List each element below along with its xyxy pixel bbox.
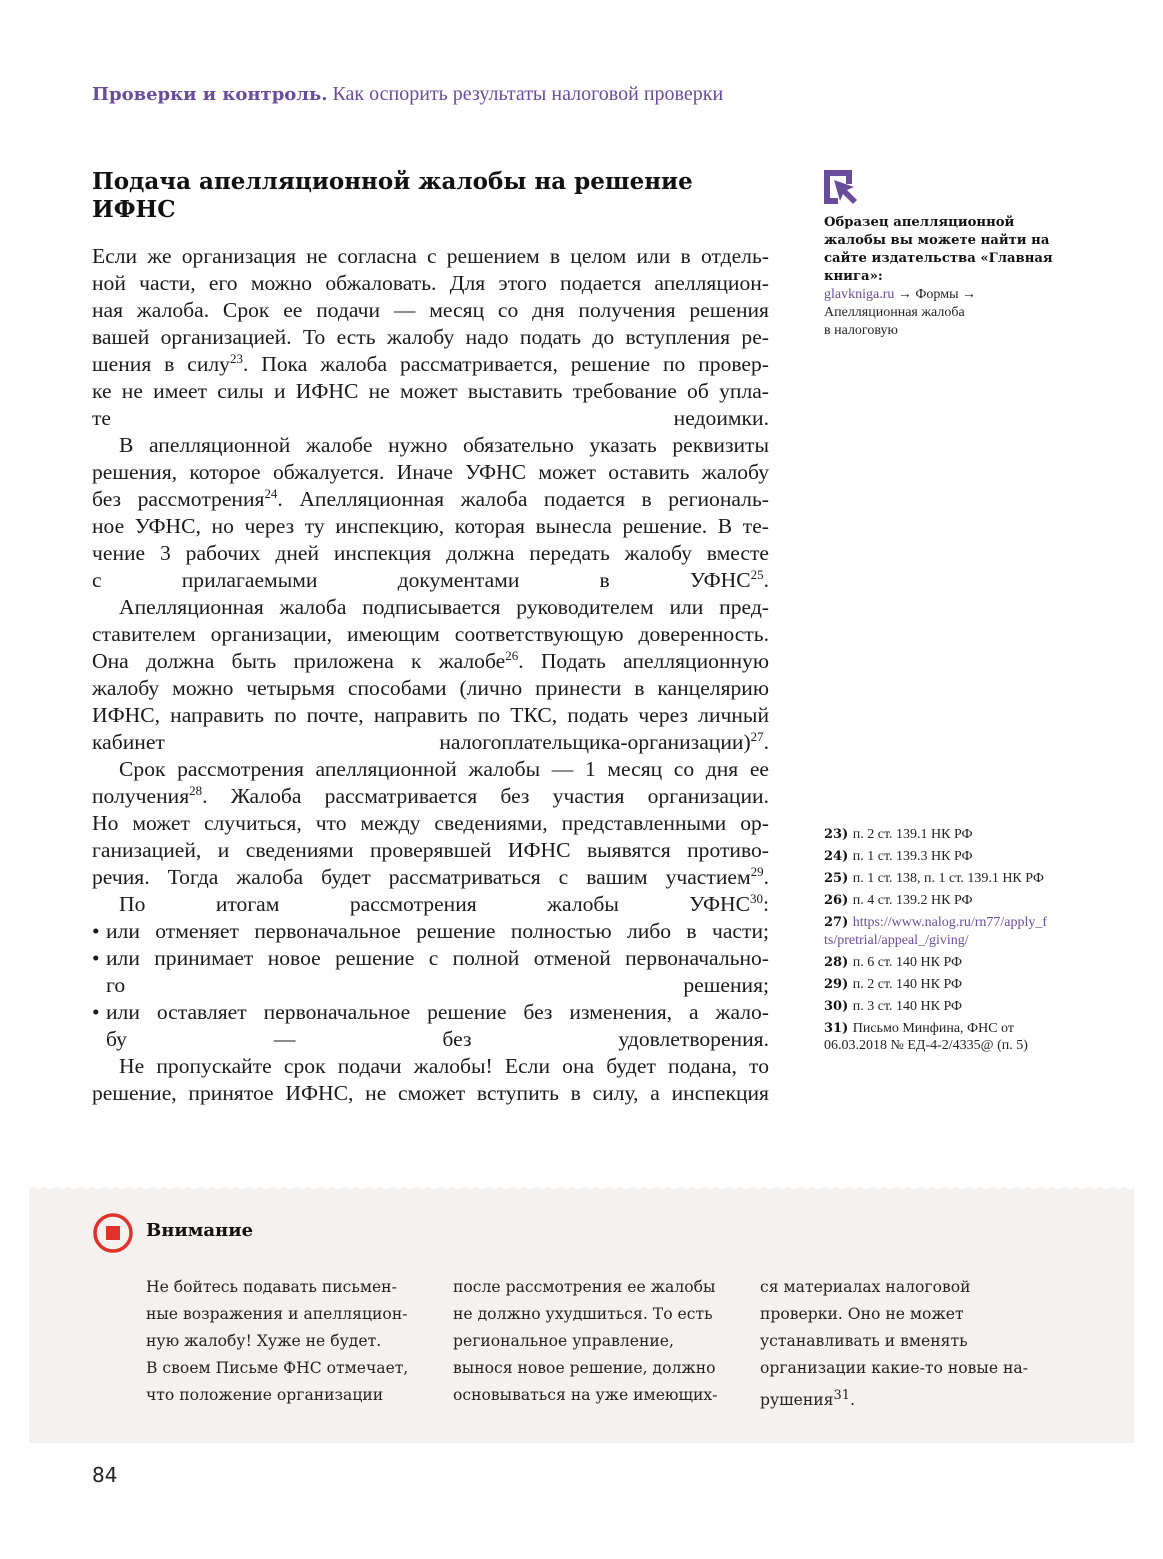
footnote-number: 29) — [824, 976, 853, 992]
footnote-text: п. 1 ст. 138, п. 1 ст. 139.1 НК РФ — [852, 871, 1044, 886]
callout-title: Внимание — [146, 1220, 254, 1241]
body-line: получения$^{28}$. Жалоба рассматривается без участия организации. — [92, 782, 769, 808]
body-line: без рассмотрения$^{24}$. Апелляционная жалоба подается в региональ- — [92, 485, 769, 511]
page-number: 84 — [92, 1463, 118, 1487]
callout-line: ную жалобу! Хуже не будет. — [146, 1332, 382, 1350]
body-line: По итогам рассмотрения жалобы УФНС$^{30}$: — [119, 890, 769, 916]
footnote-text: п. 2 ст. 139.1 НК РФ — [852, 827, 973, 842]
footnote-item — [824, 848, 1049, 866]
attention-stop-icon — [92, 1212, 134, 1254]
body-line: Если же организация не согласна с решением в целом или в отдель- — [92, 244, 769, 268]
callout-line: основываться на уже имеющих- — [453, 1386, 718, 1404]
footnote-item — [824, 976, 1049, 994]
section-heading — [92, 168, 782, 224]
body-line: Она должна быть приложена к жалобе$^{26}$. Подать апелляционную — [92, 647, 769, 673]
body-line: кабинет налогоплательщика-организации)$^{27}$. — [92, 728, 769, 754]
running-head-chapter: Как оспорить результаты налоговой проверки — [332, 83, 724, 105]
cursor-arrow-icon — [824, 170, 858, 206]
wavy-edge — [29, 1184, 1134, 1192]
footnote-ref[interactable]: 25 — [750, 566, 764, 582]
sidebar-note — [824, 170, 1054, 340]
footnote-text: п. 4 ст. 139.2 НК РФ — [852, 893, 973, 908]
body-line: Не пропускайте срок подачи жалобы! Если она будет подана, то — [119, 1054, 769, 1078]
footnote-text: п. 3 ст. 140 НК РФ — [852, 998, 963, 1014]
callout-line: ные возражения и апелляцион- — [146, 1305, 408, 1323]
footnote-ref[interactable]: 27 — [750, 728, 764, 744]
footnote-number: 23) — [824, 827, 853, 842]
footnote-ref[interactable]: 24 — [264, 485, 278, 501]
body-line: ная жалоба. Срок ее подачи — месяц со дня получения решения — [92, 298, 769, 322]
glavkniga-link[interactable]: glavkniga.ru — [824, 287, 895, 302]
callout-line: организации какие-то новые на- — [760, 1359, 1028, 1377]
footnote-text: п. 2 ст. 140 НК РФ — [852, 976, 963, 992]
footnote-number: 27) — [824, 915, 853, 930]
body-line: Срок рассмотрения апелляционной жалобы — 1 месяц со дня ее — [119, 757, 769, 781]
bullet-icon: • — [92, 1000, 100, 1024]
callout-line: В своем Письме ФНС отмечает, — [146, 1359, 409, 1377]
footnote-item — [824, 1020, 1049, 1055]
footnote-item — [824, 826, 1049, 844]
callout-line: после рассмотрения ее жалобы — [453, 1278, 716, 1296]
footnote-number: 24) — [824, 849, 853, 864]
footnote-number: 31) — [824, 1020, 853, 1036]
bullet-item-line: • или оставляет первоначальное решение без изменения, а жало- — [92, 1000, 769, 1024]
sidebar-path — [824, 286, 1054, 340]
section-heading-line1: Подача апелляционной жалобы на решение — [92, 168, 693, 195]
body-line: В апелляционной жалобе нужно обязательно указать реквизиты — [119, 433, 769, 457]
footnote-item — [824, 998, 1049, 1016]
sidebar-title: Образец апелляционной жалобы вы можете найти на сайте издательства «Главная книга»: — [824, 215, 1053, 284]
callout-line: Не бойтесь подавать письмен- — [146, 1278, 397, 1296]
callout-column-2 — [453, 1274, 743, 1409]
body-line: решения, которое обжалуется. Иначе УФНС может оставить жалобу — [92, 460, 769, 484]
path-appeal: Апелляционная жалоба — [824, 305, 965, 320]
body-line: ке не имеет силы и ИФНС не может выставить требование об упла- — [92, 379, 769, 403]
callout-line: ся материалах налоговой — [760, 1278, 971, 1296]
bullet-icon: • — [92, 946, 100, 970]
body-line: ганизацией, и сведениями проверявшей ИФНС выявятся противо- — [92, 838, 769, 862]
body-text — [92, 243, 769, 1107]
path-forms: → Формы → — [894, 287, 976, 302]
body-line: те недоимки. — [92, 406, 769, 430]
bullet-icon: • — [92, 919, 100, 943]
footnote-ref[interactable]: 23 — [229, 350, 243, 366]
footnote-ref[interactable]: 26 — [505, 647, 519, 663]
path-tax: в налоговую — [824, 323, 898, 338]
body-line: решение, принятое ИФНС, не сможет вступить в силу, а инспекция — [92, 1081, 769, 1105]
footnote-number: 28) — [824, 954, 853, 970]
body-line: го решения; — [106, 973, 769, 997]
callout-column-1 — [146, 1274, 436, 1409]
footnote-text: Письмо Минфина, ФНС от 06.03.2018 № ЕД-4-2/4335@ (п. 5) — [824, 1020, 1028, 1053]
footnote-link[interactable]: https://www.nalog.ru/rn77/apply_fts/pretrial/appeal_/giving/ — [824, 915, 1048, 948]
callout-column-3 — [760, 1274, 1050, 1414]
body-line: ное УФНС, но через ту инспекцию, которая вынесла решение. В те- — [92, 514, 769, 538]
body-line: жалобу можно четырьмя способами (лично принести в канцелярию — [92, 676, 769, 700]
body-line: бу — без удовлетворения. — [106, 1027, 769, 1051]
footnote-item — [824, 870, 1049, 888]
footnote-ref[interactable]: 30 — [750, 890, 763, 906]
callout-line: не должно ухудшиться. То есть — [453, 1305, 713, 1323]
body-line: Апелляционная жалоба подписывается руководителем или пред- — [119, 595, 769, 619]
footnote-item — [824, 892, 1049, 910]
callout-line: проверки. Оно не может — [760, 1305, 964, 1323]
footnote-text: п. 1 ст. 139.3 НК РФ — [852, 849, 973, 864]
footnote-ref[interactable]: 31 — [833, 1388, 851, 1403]
body-line: Но может случиться, что между сведениями, представленными ор- — [92, 811, 769, 835]
body-line: ной части, его можно обжаловать. Для этого подается апелляцион- — [92, 271, 769, 295]
body-line: чение 3 рабочих дней инспекция должна передать жалобу вместе — [92, 541, 769, 565]
footnote-number: 25) — [824, 871, 853, 886]
running-head — [92, 83, 723, 106]
body-line: вашей организацией. То есть жалобу надо подать до вступления ре- — [92, 325, 769, 349]
footnote-ref[interactable]: 28 — [189, 782, 203, 798]
callout-line: что положение организации — [146, 1386, 384, 1404]
footnote-text: п. 6 ст. 140 НК РФ — [852, 954, 963, 970]
footnote-number: 30) — [824, 998, 853, 1014]
footnotes — [824, 826, 1049, 1059]
callout-line: рушения$^{31}$. — [760, 1388, 856, 1410]
bullet-item-line: • или принимает новое решение с полной отменой первоначально- — [92, 946, 769, 970]
body-line: ставителем организации, имеющим соответствующую доверенность. — [92, 622, 769, 646]
footnote-ref[interactable]: 29 — [750, 863, 764, 879]
running-head-section: Проверки и контроль. — [92, 84, 328, 105]
body-line: речия. Тогда жалоба будет рассматриваться с вашим участием$^{29}$. — [92, 863, 769, 889]
callout-line: региональное управление, — [453, 1332, 674, 1350]
section-heading-line2: ИФНС — [92, 196, 176, 223]
body-line: ИФНС, направить по почте, направить по ТКС, подать через личный — [92, 703, 769, 727]
footnote-item — [824, 954, 1049, 972]
footnote-number: 26) — [824, 893, 853, 908]
callout-line: вынося новое решение, должно — [453, 1359, 716, 1377]
body-line: шения в силу$^{23}$. Пока жалоба рассматривается, решение по провер- — [92, 350, 770, 376]
bullet-item-line: • или отменяет первоначальное решение полностью либо в части; — [92, 919, 769, 943]
body-line: с прилагаемыми документами в УФНС$^{25}$. — [92, 566, 769, 592]
callout-line: устанавливать и вменять — [760, 1332, 968, 1350]
footnote-item — [824, 914, 1049, 949]
